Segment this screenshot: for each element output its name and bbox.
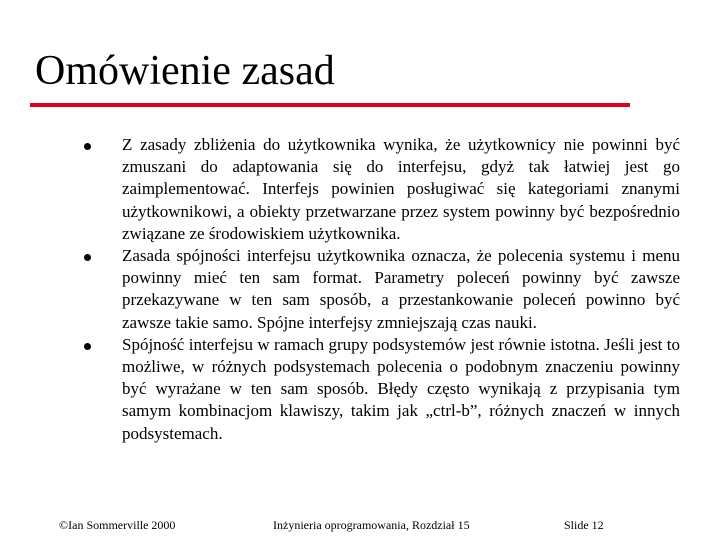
bullet-item xyxy=(0,134,720,245)
footer-copyright: ©Ian Sommerville 2000 xyxy=(59,518,176,532)
bullet-dot-icon xyxy=(84,143,91,150)
bullet-dot-icon xyxy=(84,343,91,350)
slide-title: Omówienie zasad xyxy=(35,48,335,94)
bullet-item xyxy=(0,334,720,445)
bullet-text: Zasada spójności interfejsu użytkownika oznacza, że polecenia systemu i menu powinny mieć ten sam format. Parametry poleceń powinny być zawsze przekazywane w ten sam sposób, a przestankowanie poleceń powinno być zawsze takie samo. Spójne interfejsy zmniejszają czas nauki. xyxy=(122,246,680,332)
bullet-dot-icon xyxy=(84,254,91,261)
footer-course: Inżynieria oprogramowania, Rozdział 15 xyxy=(273,518,470,532)
bullet-text: Z zasady zbliżenia do użytkownika wynika, że użytkownicy nie powinni być zmuszani do adaptowania się do interfejsu, gdyż tak łatwiej jest go zaimplementować. Interfejs powinien posługiwać się kategoriami znanymi użytkownikowi, a obiekty przetwarzane przez system powinny być bezpośrednio związane ze środowiskiem użytkownika. xyxy=(122,135,680,243)
bullet-item xyxy=(0,245,720,334)
title-underline xyxy=(30,103,630,107)
footer-slide-number: Slide 12 xyxy=(564,518,604,532)
bullet-list xyxy=(0,134,720,445)
bullet-text: Spójność interfejsu w ramach grupy podsystemów jest równie istotna. Jeśli jest to możliwe, w różnych podsystemach polecenia o podobnym znaczeniu powinny być wyrażane w ten sam sposób. Błędy często wynikają z przypisania tym samym kombinacjom klawiszy, takim jak „ctrl-b”, różnych znaczeń w innych podsystemach. xyxy=(122,334,680,443)
